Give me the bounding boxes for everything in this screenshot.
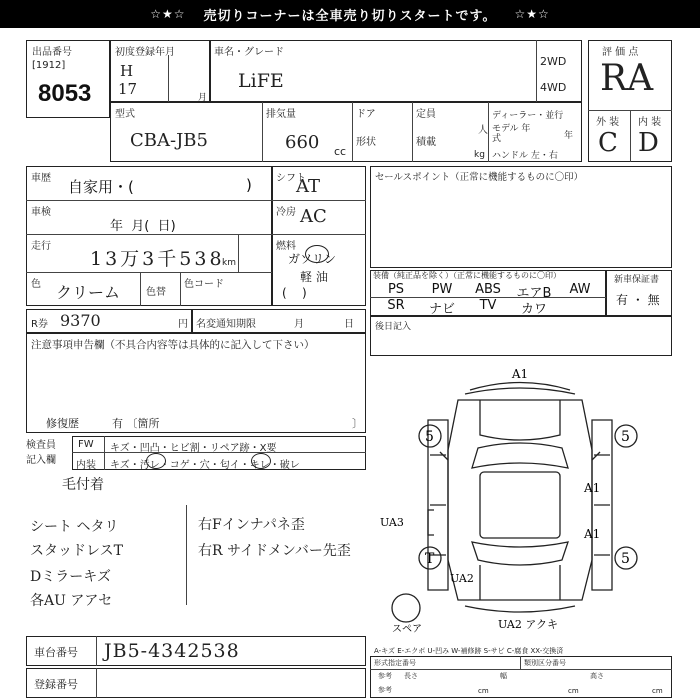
mileage-divider <box>238 234 239 272</box>
mech-line-2 <box>272 234 366 235</box>
form-label-1: 形式指定番号 <box>374 659 416 667</box>
inspector-circle-2 <box>251 453 271 469</box>
banner-text: 売切りコーナーは全車売り切りスタートです。 <box>203 8 497 24</box>
model-value: CBA-JB5 <box>130 130 208 151</box>
recycle-unit: 円 <box>178 319 188 330</box>
color-code-label: 色コード <box>184 279 224 290</box>
later-label: 後日記入 <box>375 322 412 332</box>
spec-ref-div <box>520 656 521 669</box>
banner-stars-left: ☆★☆ <box>150 7 186 21</box>
repair-close: 〕 <box>352 417 363 430</box>
notes-divider <box>186 505 187 605</box>
mileage-unit: km <box>222 258 236 268</box>
model-label: 型式 <box>115 109 135 120</box>
spec-div-4 <box>488 102 489 162</box>
roof <box>480 472 560 538</box>
type-value: 自家用・( <box>68 178 134 196</box>
interior-label: 内装 <box>76 460 96 471</box>
ext-int-divider <box>630 110 631 162</box>
rear-bumper <box>465 606 575 612</box>
color-label: 色 <box>31 279 41 290</box>
inspector-col-line <box>104 436 105 470</box>
top-banner <box>0 0 700 28</box>
ref-label-2: 参考 <box>378 686 392 694</box>
recycle-value: 9370 <box>60 311 101 330</box>
tax-label: 名変通知期限 <box>196 319 256 330</box>
type-close: ) <box>246 176 252 194</box>
inspector-label: 検査員 記入欄 <box>26 440 56 466</box>
history-line-3 <box>26 272 272 273</box>
windshield <box>472 443 568 468</box>
note-au: 各AU アアセ <box>30 593 113 609</box>
spec-div-2 <box>352 102 353 162</box>
cap-unit: 人 <box>478 125 488 136</box>
cc-label: 排気量 <box>266 109 296 120</box>
equipment-row-line <box>370 297 606 298</box>
mark-a1-right-1: A1 <box>584 481 601 495</box>
tax-day: 日 <box>344 319 354 330</box>
length-label: 長さ <box>404 672 418 680</box>
wd-2: 2WD <box>540 55 567 68</box>
equipment-item: TV <box>479 298 497 313</box>
note-inner-panel: 右Fインナパネ歪 <box>198 517 305 533</box>
ac-value: AC <box>300 206 327 227</box>
name-label: 車名・グレード <box>214 47 284 58</box>
fw-label: FW <box>78 439 94 450</box>
mark-ua3: UA3 <box>380 516 404 529</box>
mark-a1-top: A1 <box>511 367 529 381</box>
recycle-label: R券 <box>31 319 48 330</box>
score-label: 評 価 点 <box>602 47 639 58</box>
warranty-options: 有 ・ 無 <box>616 293 660 307</box>
cm-3: cm <box>652 687 663 695</box>
mark-5-fr: 5 <box>621 429 630 445</box>
inspector-circle-1 <box>146 453 166 469</box>
history-line-2 <box>26 234 272 235</box>
mark-5-fl: 5 <box>425 429 434 445</box>
fuel-diesel: 軽 油 <box>300 270 328 284</box>
note-side-member: 右R サイドメンバー先歪 <box>198 543 351 559</box>
fw-text: キズ・凹凸・ヒビ割・リペア跡・X要 <box>110 443 277 454</box>
cm-1: cm <box>478 687 489 695</box>
model-year-label: モデル 年式 <box>492 124 531 144</box>
dealer-label: ディーラー・並行 <box>492 111 564 121</box>
equipment-label: 装備（純正品を除く）（正常に機能するものに〇印） <box>373 271 561 280</box>
ref-label-1: 参考 <box>378 672 392 680</box>
rear-window <box>472 542 568 565</box>
car-diagram <box>370 360 672 642</box>
mark-ua2-front: UA2 <box>450 572 474 585</box>
equipment-item: ナビ <box>428 302 455 317</box>
front-bumper <box>470 383 570 391</box>
chassis-value: JB5-4342538 <box>104 640 240 662</box>
equipment-item: エアB <box>516 286 552 301</box>
later-box <box>370 316 672 356</box>
tax-month: 月 <box>294 319 304 330</box>
color-div-2 <box>180 272 181 306</box>
legend: A-キズ E-エクボ U-凹み W-補修跡 S-サビ C-腐食 XX-交換済 <box>374 647 564 655</box>
sales-point-label: セールスポイント（正常に機能するものに〇印） <box>375 172 584 183</box>
ac-label: 冷房 <box>276 207 296 218</box>
form-label-2: 類別区分番号 <box>524 659 566 667</box>
chassis-label: 車台番号 <box>34 646 78 659</box>
height-label: 高さ <box>590 672 604 680</box>
int-value: D <box>638 128 659 158</box>
year-unit: 年 <box>564 131 574 141</box>
equipment-item: ABS <box>475 282 501 297</box>
int-label: 内 装 <box>638 117 662 128</box>
equipment-item: SR <box>387 298 405 313</box>
shift-label: シフト <box>276 173 306 184</box>
history-line-1 <box>26 200 272 201</box>
color-div <box>140 272 141 306</box>
wd-4: 4WD <box>540 81 567 94</box>
hood <box>480 400 560 440</box>
color-change-label: 色替 <box>146 287 166 298</box>
gasoline-circle <box>305 245 329 263</box>
spare-label: スペア <box>392 624 422 635</box>
load-label: 積載 <box>416 137 436 148</box>
note-mirror: Dミラーキズ <box>30 569 111 585</box>
reg-no-div <box>96 668 97 698</box>
cc-value: 660 <box>285 132 320 153</box>
spec-ref-line <box>370 669 672 670</box>
interior-text: キズ・汚レ・コゲ・穴・匂イ・キレ・破レ <box>110 460 300 471</box>
recycle-box <box>26 309 192 333</box>
reg-no-label: 登録番号 <box>34 678 78 691</box>
load-unit: kg <box>474 150 485 160</box>
reg-month-unit: 月 <box>198 93 208 103</box>
reg-divider <box>168 55 169 102</box>
note-studless: スタッドレスT <box>30 543 123 559</box>
ext-value: C <box>598 128 618 158</box>
note-seat: シート ヘタリ <box>30 519 119 535</box>
mark-5-rr: 5 <box>621 551 630 567</box>
cap-label: 定員 <box>416 109 436 120</box>
equipment-item: AW <box>569 282 591 297</box>
mark-a1-right-2: A1 <box>584 527 601 541</box>
banner-stars-right: ☆★☆ <box>514 7 550 21</box>
cm-2: cm <box>568 687 579 695</box>
color-value: クリーム <box>56 283 121 302</box>
equipment-item: PS <box>387 282 405 297</box>
handle-label: ハンドル 左・右 <box>492 151 558 161</box>
repair-label: 修復歴 <box>46 417 79 430</box>
mileage-value: 13万3千538 <box>90 248 225 270</box>
chassis-div <box>96 636 97 666</box>
type-label: 車歴 <box>31 173 51 184</box>
door-label: ドア <box>356 109 376 120</box>
car-body <box>448 400 592 600</box>
warranty-label: 新車保証書 <box>614 275 660 285</box>
score-value: RA <box>600 58 654 99</box>
shape-label: 形状 <box>356 137 376 148</box>
width-label: 幅 <box>500 672 507 680</box>
mileage-label: 走行 <box>31 241 51 252</box>
equipment-item: カワ <box>520 302 547 317</box>
lot-sub: [1912] <box>32 60 66 71</box>
reg-label: 初度登録年月 <box>115 47 175 58</box>
lot-label: 出品番号 <box>32 47 72 58</box>
ext-label: 外 装 <box>596 117 620 128</box>
mark-t-rl: T <box>425 551 435 567</box>
inspect-label: 車検 <box>31 207 51 218</box>
notes-label: 注意事項申告欄（不具合内容等は具体的に記入して下さい） <box>31 339 315 351</box>
name-value: LiFE <box>238 70 284 92</box>
repair-value: 有 〔箇所 <box>112 417 160 430</box>
shift-value: AT <box>296 176 321 197</box>
reg-era: H <box>120 62 134 80</box>
cc-unit: cc <box>334 145 347 158</box>
equipment-item: PW <box>431 282 453 297</box>
reg-year: 17 <box>118 80 138 98</box>
inspect-text: 年 月( 日) <box>110 219 176 234</box>
mark-ua2-rear: UA2 アクキ <box>498 618 559 631</box>
spec-div-1 <box>262 102 263 162</box>
note-hair: 毛付着 <box>62 477 104 493</box>
fuel-paren: ( ) <box>282 286 307 300</box>
fuel-label: 燃料 <box>276 241 296 252</box>
spare-tire-circle <box>392 594 420 622</box>
wd-divider <box>536 40 537 102</box>
lot-number: 8053 <box>38 80 92 107</box>
mech-line-1 <box>272 200 366 201</box>
fuel-gasoline: ガソリン <box>288 252 337 266</box>
spec-div-3 <box>412 102 413 162</box>
